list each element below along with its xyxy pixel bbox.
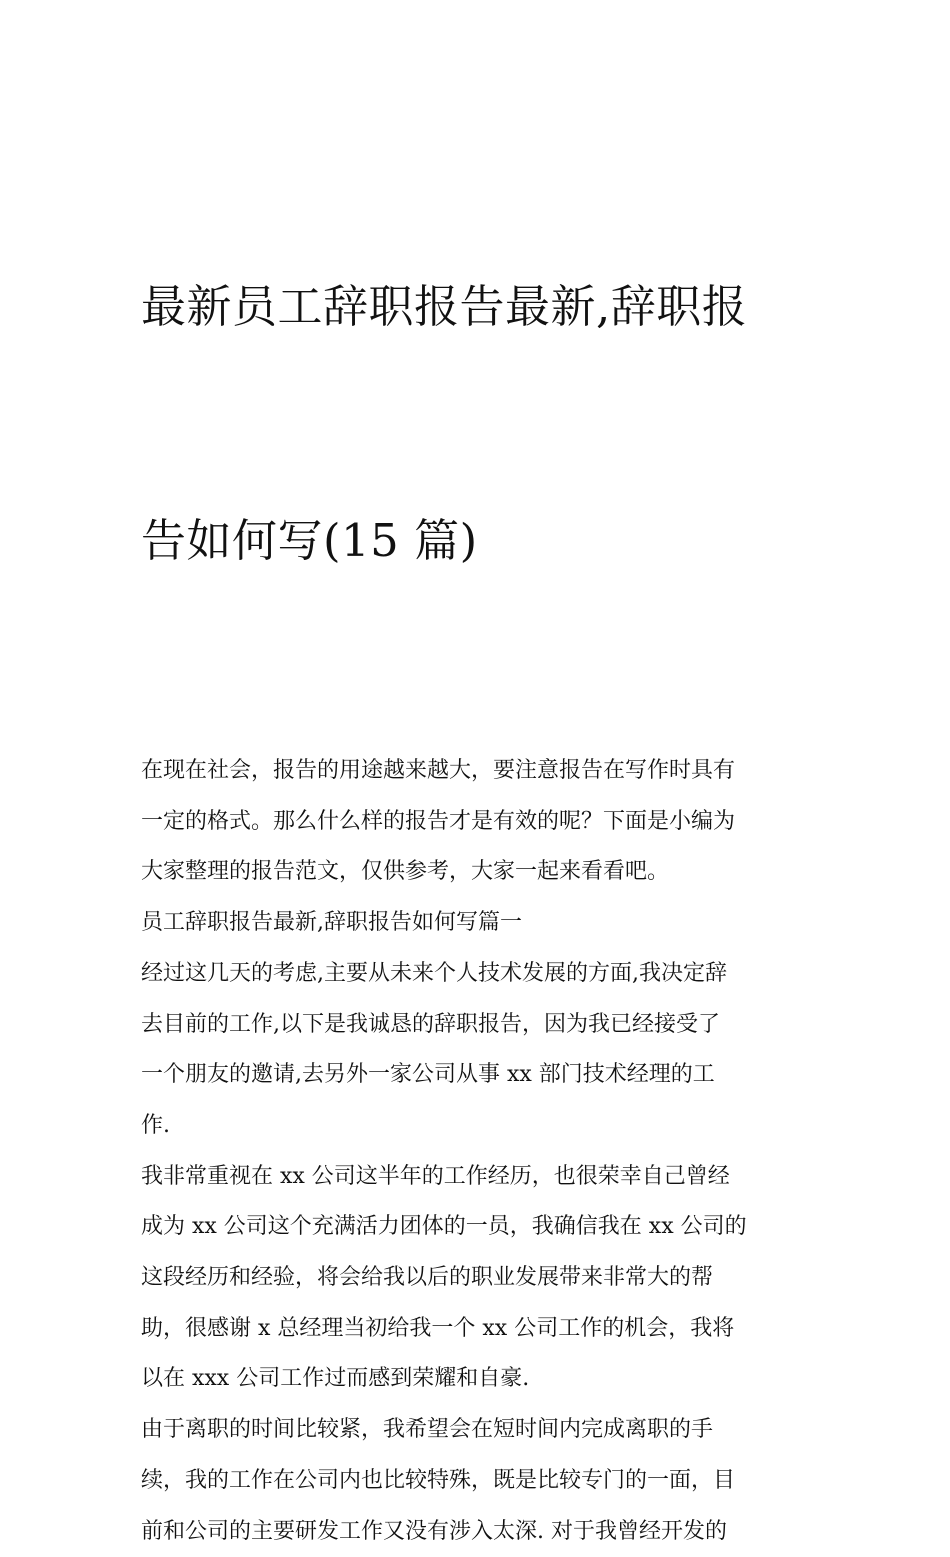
text-line: 去目前的工作,以下是我诚恳的辞职报告，因为我已经接受了 (141, 1011, 720, 1037)
text-line: 一个朋友的邀请,去另外一家公司从事 xx 部门技术经理的工 (141, 1062, 715, 1088)
text-line: 我非常重视在 xx 公司这半年的工作经历，也很荣幸自己曾经 (141, 1163, 730, 1189)
document-title (141, 112, 813, 736)
text-line: 续，我的工作在公司内也比较特殊，既是比较专门的一面，目 (141, 1467, 736, 1493)
body-paragraph-3 (141, 1405, 813, 1557)
text-line: 作. (141, 1112, 170, 1138)
intro-paragraph (141, 746, 813, 898)
text-line: 大家整理的报告范文，仅供参考，大家一起来看看吧。 (141, 859, 670, 885)
text-line: 由于离职的时间比较紧，我希望会在短时间内完成离职的手 (141, 1417, 714, 1443)
text-line: 助，很感谢 x 总经理当初给我一个 xx 公司工作的机会，我将 (141, 1315, 735, 1341)
body-paragraph-1 (141, 949, 813, 1152)
text-line: 经过这几天的考虑,主要从未来个人技术发展的方面,我决定辞 (141, 960, 727, 986)
text-line: 前和公司的主要研发工作又没有涉入太深. 对于我曾经开发的 (141, 1518, 727, 1544)
text-line: 这段经历和经验，将会给我以后的职业发展带来非常大的帮 (141, 1265, 714, 1291)
document-content (141, 112, 813, 1557)
title-line: 最新员工辞职报告最新,辞职报 (141, 280, 748, 333)
text-line: 在现在社会，报告的用途越来越大，要注意报告在写作时具有 (141, 758, 736, 783)
text-line: 一定的格式。那么什么样的报告才是有效的呢？下面是小编为 (141, 808, 736, 834)
title-line: 告如何写(15 篇) (141, 514, 478, 567)
text-line: 以在 xxx 公司工作过而感到荣耀和自豪. (141, 1366, 530, 1392)
section-heading: 员工辞职报告最新,辞职报告如何写篇一 (141, 910, 522, 936)
text-line: 成为 xx 公司这个充满活力团体的一员，我确信我在 xx 公司的 (141, 1214, 747, 1240)
body-paragraph-2 (141, 1152, 813, 1406)
